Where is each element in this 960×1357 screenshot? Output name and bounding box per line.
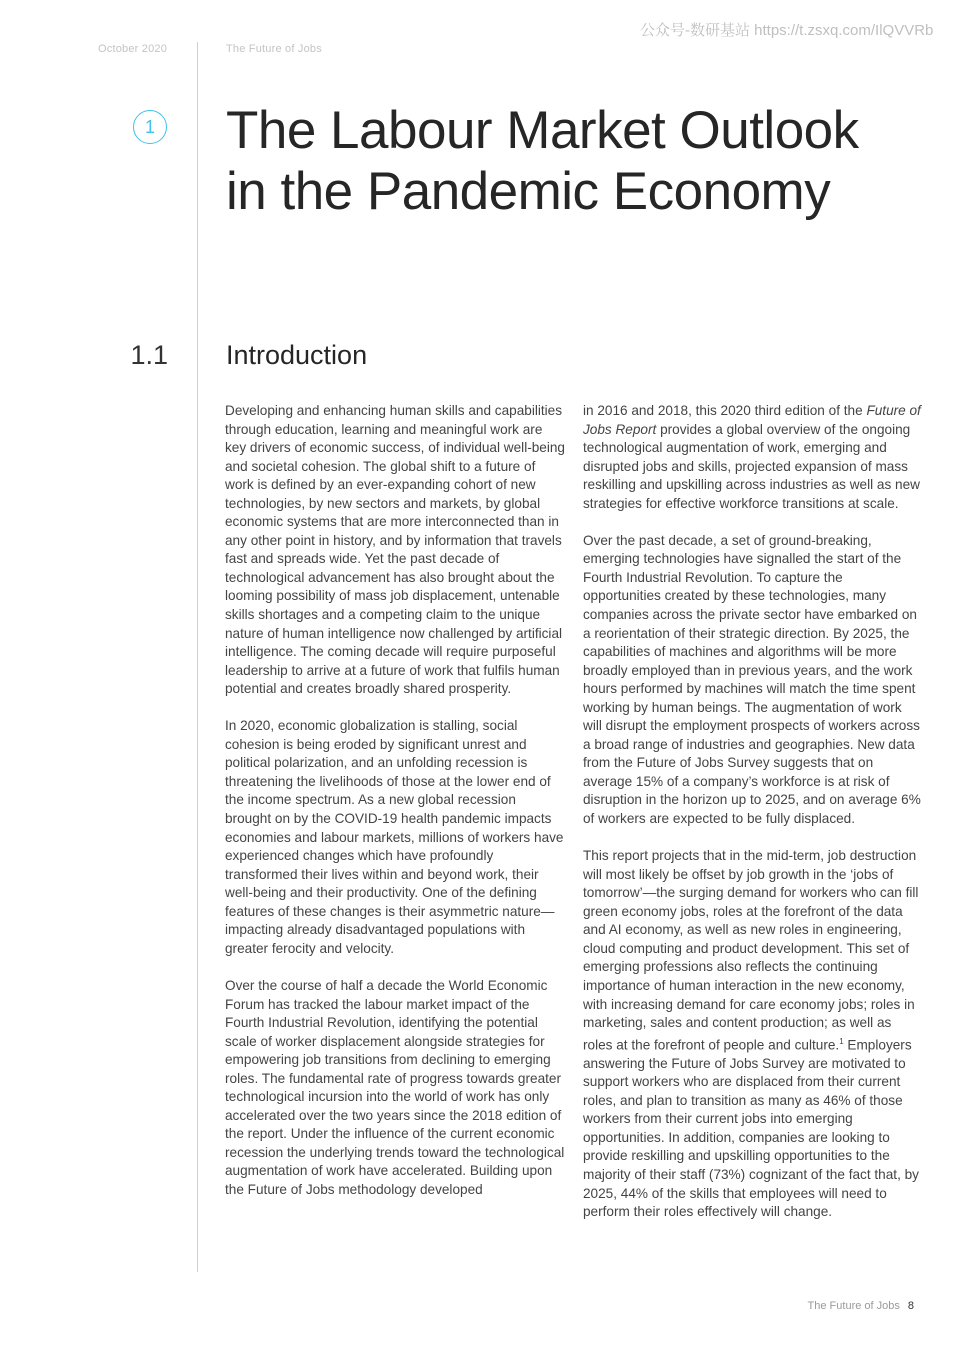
paragraph-text: provides a global overview of the ongoing technological augmentation of work, emerging and disrupted jobs and skills, projected expansion of mass reskilling and upskilling across industries as well as new strategies for effective workforce transitions at scale. — [583, 421, 920, 511]
footer-publication: The Future of Jobs — [807, 1300, 900, 1312]
page-number: 8 — [907, 1300, 914, 1312]
body-column-right — [583, 402, 923, 1240]
paragraph: In 2020, economic globalization is stalling, social cohesion is being eroded by significant unrest and political polarization, and an unfolding recession is threatening the livelihoods of those at the lower end of the income spectrum. As a new global recession brought on by the COVID-19 health pandemic impacts economies and labour markets, millions of workers have experienced changes which have profoundly transformed their lives within and beyond work, their well-being and their productivity. One of the defining features of these changes is their asymmetric nature—impacting already disadvantaged populations with greater ferocity and velocity. — [225, 718, 564, 956]
paragraph — [583, 847, 923, 1221]
paragraph-text: This report projects that in the mid-term, job destruction will most likely be offset by job growth in the ‘jobs of tomorrow’—the surging demand for workers who can fill green economy jobs, roles at the forefront of the data and AI economy, as well as new roles in engineering, cloud computing and product development. This set of emerging professions also reflects the continuing importance of human interaction in the new economy, with increasing demand for care economy jobs; roles in marketing, sales and content production; as well as roles at the forefront of people and culture. — [583, 848, 919, 1053]
body-column-left — [225, 402, 565, 1218]
paragraph: Developing and enhancing human skills and capabilities through education, learning and meaningful work are key drivers of economic success, of individual well-being and societal cohesion. The global shift to a future of work is defined by an ever-expanding cohort of new technologies, by new sectors and markets, by global economic systems that are more interconnected than in any other point in history, and by information that travels fast and spreads wide. Yet the past decade of technological advancement has also brought about the looming possibility of mass job displacement, untenable skills shortages and a competing claim to the unique nature of human intelligence now challenged by artificial intelligence. The coming decade will require purposeful leadership to arrive at a future of work that fulfils human potential and creates broadly shared prosperity. — [225, 403, 565, 697]
page-footer — [808, 1300, 914, 1312]
paragraph-text: Employers answering the Future of Jobs Survey are motivated to support workers who are displaced from their current roles, and plan to transition as many as 46% of those workers from their current jobs into emerging opportunities. In addition, companies are looking to provide reskilling and upskilling opportunities to the majority of their staff (73%) cognizant of the fact that, by 2025, 44% of the skills that employees will need to perform their roles effectively will change. — [583, 1037, 919, 1220]
header-date: October 2020 — [98, 43, 168, 55]
header-publication: The Future of Jobs — [226, 43, 322, 55]
section-number: 1.1 — [130, 340, 168, 370]
paragraph — [583, 402, 923, 513]
footnote-marker[interactable]: 1 — [839, 1036, 844, 1046]
paragraph: Over the course of half a decade the World Economic Forum has tracked the labour market impact of the Fourth Industrial Revolution, identifying the potential scale of worker displacement alongside strategies for empowering job transitions from declining to emerging roles. The fundamental rate of progress towards greater technological incursion into the world of work has only accelerated over the two years since the 2018 edition of the report. Under the influence of the current economic recession the underlying trends toward the technological augmentation of work have accelerated. Building upon the Future of Jobs methodology developed — [225, 977, 565, 1197]
paragraph-text: in 2016 and 2018, this 2020 third edition of the — [583, 403, 863, 418]
watermark-text: 公众号-数研基站 https://t.zsxq.com/IlQVVRb — [640, 22, 934, 39]
report-title-italic: Future of Jobs Report — [583, 403, 921, 437]
chapter-title: The Labour Market Outlook in the Pandemic Economy — [226, 101, 859, 221]
chapter-number-badge: 1 — [133, 110, 167, 144]
section-title: Introduction — [226, 340, 368, 370]
paragraph: Over the past decade, a set of ground-breaking, emerging technologies have signalled the start of the Fourth Industrial Revolution. To capture the opportunities created by these technologies, many companies across the private sector have embarked on a reorientation of their strategic direction. By 2025, the capabilities of machines and algorithms will be more broadly employed than in previous years, and the work hours performed by machines will match the time spent working by human beings. The augmentation of work will disrupt the employment prospects of workers across a broad range of industries and geographies. New data from the Future of Jobs Survey suggests that on average 15% of a company’s workforce is at risk of disruption in the horizon up to 2025, and on average 6% of workers are expected to be fully displaced. — [583, 532, 921, 827]
vertical-divider — [197, 42, 198, 1272]
